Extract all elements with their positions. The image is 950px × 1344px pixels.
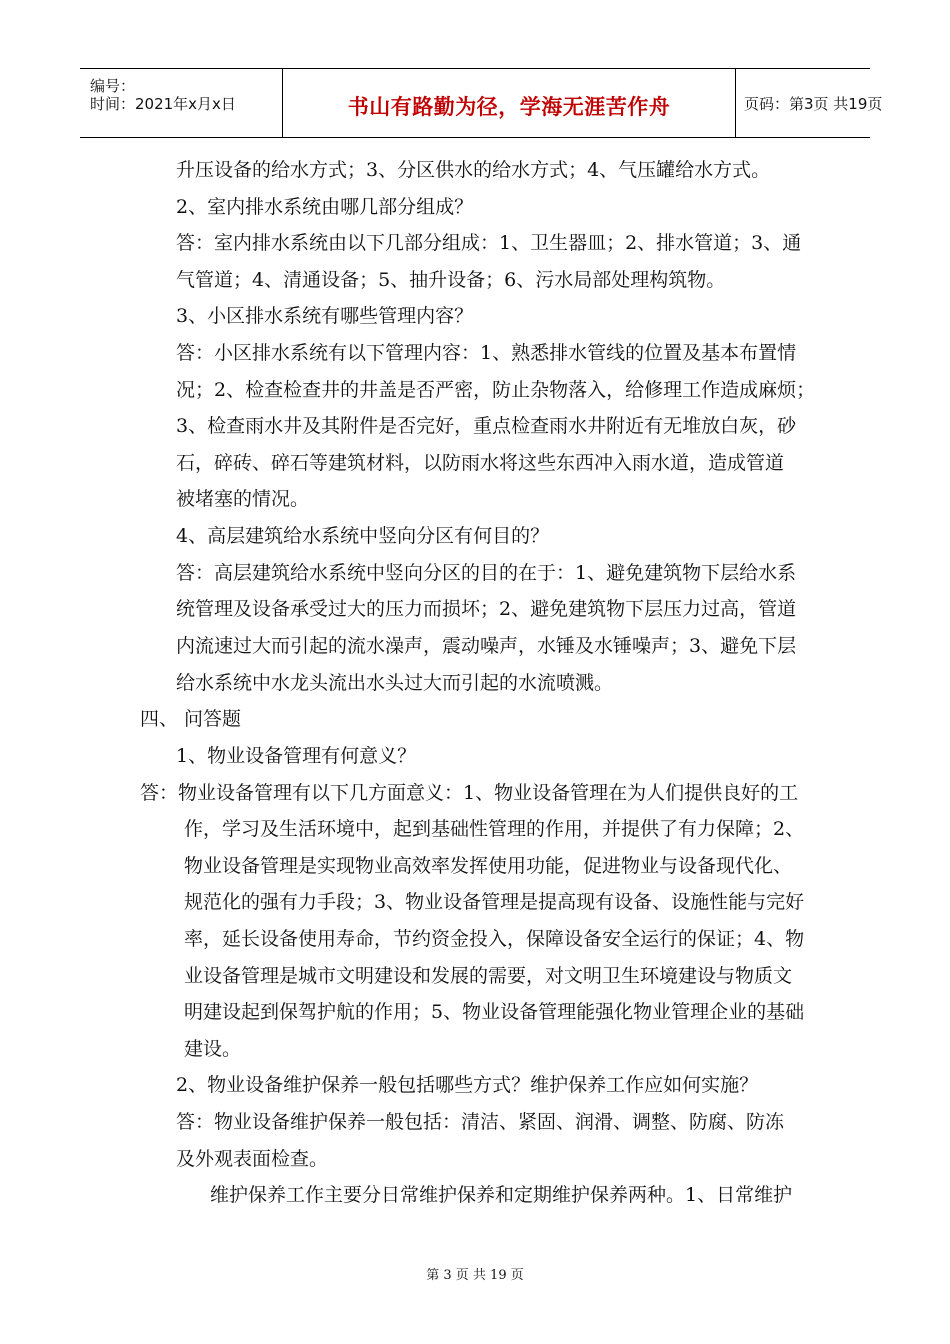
question-line: 2、室内排水系统由哪几部分组成？	[176, 196, 474, 218]
body-line: 统管理及设备承受过大的压力而损坏；2、避免建筑物下层压力过高，管道	[176, 598, 797, 620]
body-line: 业设备管理是城市文明建设和发展的需要，对文明卫生环境建设与物质文	[184, 965, 793, 987]
answer-line: 答：室内排水系统由以下几部分组成：1、卫生器皿；2、排水管道；3、通	[176, 232, 802, 254]
time-label: 时间：2021年x月x日	[90, 95, 236, 113]
body-line: 维护保养工作主要分日常维护保养和定期维护保养两种。1、日常维护	[210, 1184, 793, 1206]
body-line: 被堵塞的情况。	[176, 488, 310, 510]
body-line: 况；2、检查检查井的井盖是否严密，防止杂物落入，给修理工作造成麻烦；	[176, 379, 816, 401]
answer-line: 答：物业设备维护保养一般包括：清洁、紧固、润滑、调整、防腐、防冻	[176, 1111, 785, 1133]
body-line: 石，碎砖、碎石等建筑材料，以防雨水将这些东西冲入雨水道，造成管道	[176, 452, 785, 474]
body-line: 明建设起到保驾护航的作用；5、物业设备管理能强化物业管理企业的基础	[184, 1001, 805, 1023]
body-line: 及外观表面检查。	[176, 1148, 329, 1170]
body-line: 3、检查雨水井及其附件是否完好，重点检查雨水井附近有无堆放白灰，砂	[176, 415, 797, 437]
answer-line: 答：物业设备管理有以下几方面意义：1、物业设备管理在为人们提供良好的工	[140, 782, 799, 804]
header-meta-cell	[80, 69, 280, 137]
number-label: 编号：	[90, 77, 136, 95]
section-heading: 四、 问答题	[140, 708, 242, 730]
question-line: 4、高层建筑给水系统中竖向分区有何目的？	[176, 525, 550, 547]
question-line: 2、物业设备维护保养一般包括哪些方式？维护保养工作应如何实施？	[176, 1074, 759, 1096]
body-line: 升压设备的给水方式；3、分区供水的给水方式；4、气压罐给水方式。	[176, 159, 771, 181]
page-footer: 第 3 页 共 19 页	[426, 1268, 524, 1283]
body-line: 率，延长设备使用寿命，节约资金投入，保障设备安全运行的保证；4、物	[184, 928, 805, 950]
body-line: 规范化的强有力手段；3、物业设备管理是提高现有设备、设施性能与完好	[184, 891, 805, 913]
question-line: 1、物业设备管理有何意义？	[176, 745, 417, 767]
body-line: 建设。	[184, 1038, 242, 1060]
page-header	[80, 68, 883, 138]
body-line: 气管道；4、清通设备；5、抽升设备；6、污水局部处理构筑物。	[176, 269, 726, 291]
answer-line: 答：小区排水系统有以下管理内容：1、熟悉排水管线的位置及基本布置情	[176, 342, 797, 364]
header-page-cell	[736, 69, 883, 137]
question-line: 3、小区排水系统有哪些管理内容？	[176, 305, 474, 327]
body-line: 作，学习及生活环境中，起到基础性管理的作用，并提供了有力保障；2、	[184, 818, 805, 840]
answer-line: 答：高层建筑给水系统中竖向分区的目的在于：1、避免建筑物下层给水系	[176, 562, 797, 584]
page-indicator: 页码：第3页 共19页	[744, 95, 883, 113]
body-line: 物业设备管理是实现物业高效率发挥使用功能，促进物业与设备现代化、	[184, 855, 793, 877]
body-line: 给水系统中水龙头流出水头过大而引起的水流喷溅。	[176, 672, 614, 694]
header-motto: 书山有路勤为径，学海无涯苦作舟	[347, 95, 671, 119]
body-line: 内流速过大而引起的流水澡声，震动噪声，水锤及水锤噪声；3、避免下层	[176, 635, 797, 657]
header-motto-cell	[283, 69, 735, 137]
